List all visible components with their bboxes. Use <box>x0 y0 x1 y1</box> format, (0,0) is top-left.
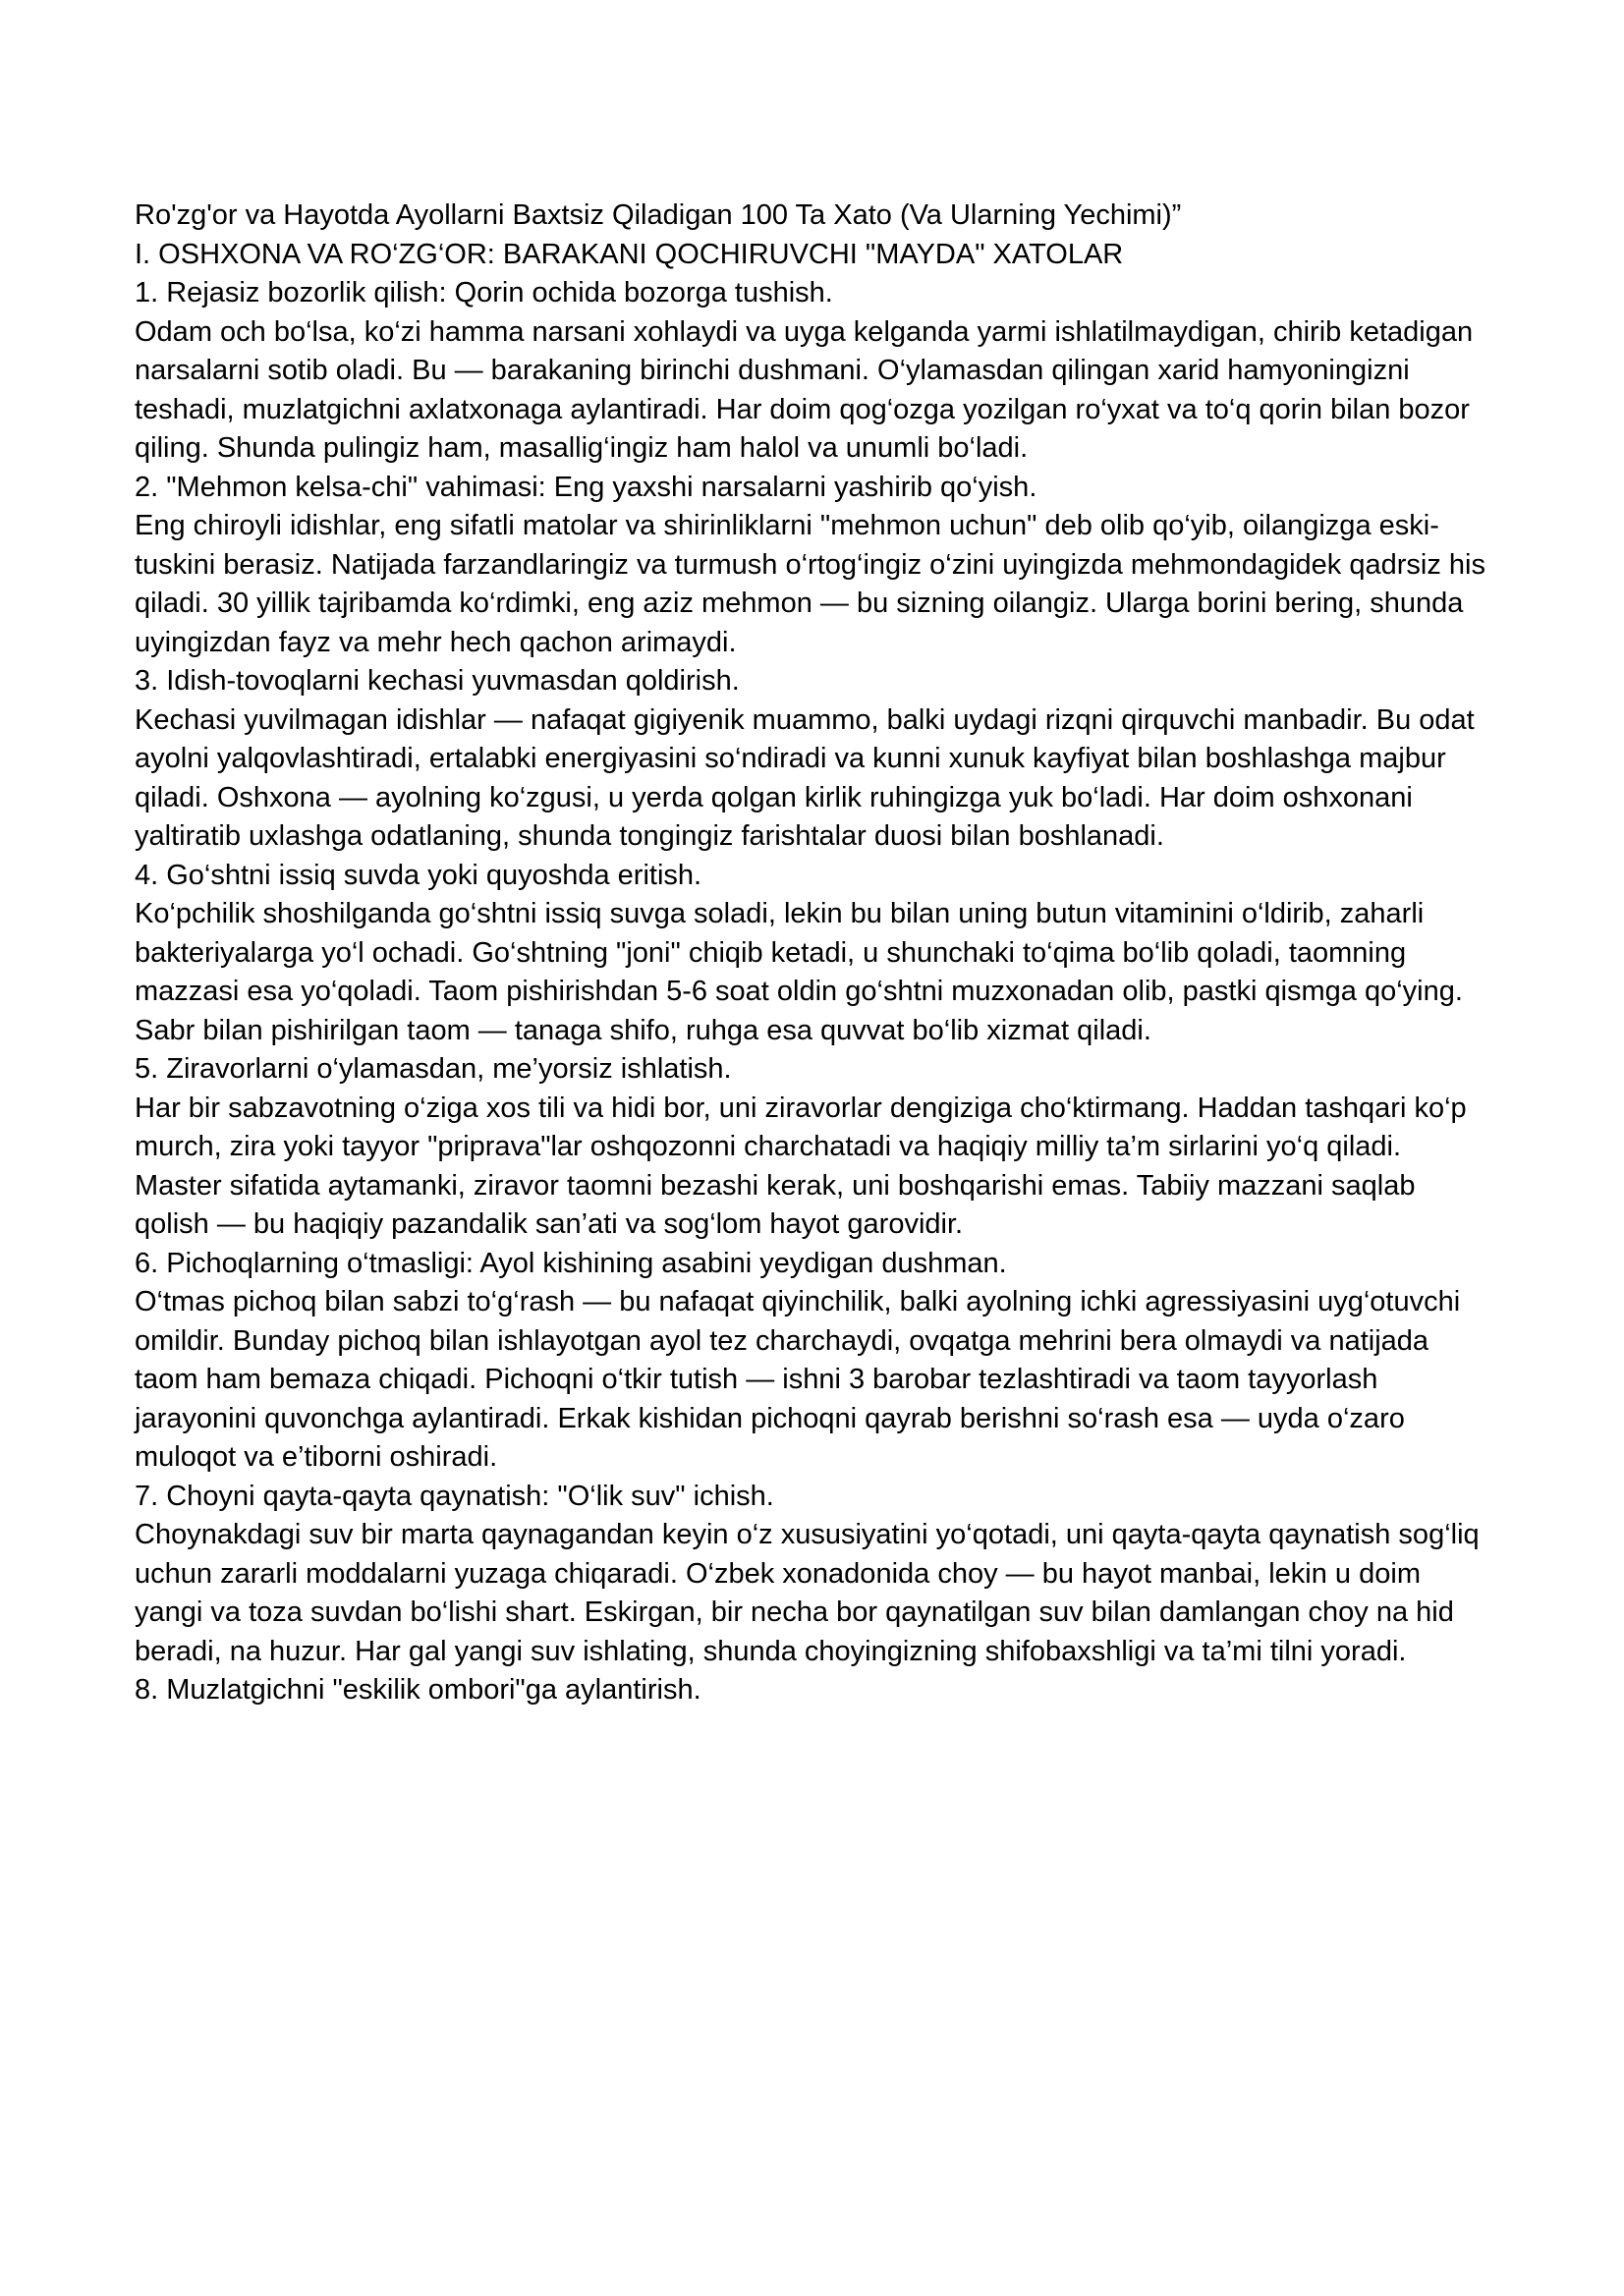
mistake-body: Har bir sabzavotning o‘ziga xos tili va hidi bor, uni ziravorlar dengiziga cho‘ktirmang. Haddan tashqari ko‘p murch, zira yoki tayyor "priprava"lar oshqozonni charchatadi va haqiqiy milliy ta’m sirlarini yo‘q qiladi. Master sifatida aytamanki, ziravor taomni bezashi kerak, uni boshqarishi emas. Tabiiy mazzani saqlab qolish — bu haqiqiy pazandalik san’ati va sog‘lom hayot garovidir. <box>135 1092 1475 1240</box>
mistake-body: Kechasi yuvilmagan idishlar — nafaqat gigiyenik muammo, balki uydagi rizqni qirquvchi manbadir. Bu odat ayolni yalqovlashtiradi, ertalabki energiyasini so‘ndiradi va kunni xunuk kayfiyat bilan boshlashga majbur qiladi. Oshxona — ayolning ko‘zgusi, u yerda qolgan kirlik ruhingizga yuk bo‘ladi. Har doim oshxonani yaltiratib uxlashga odatlaning, shunda tongingiz farishtalar duosi bilan boshlanadi. <box>135 703 1483 852</box>
mistake-item-6 <box>135 1245 1489 1478</box>
mistake-title: 1. Rejasiz bozorlik qilish: Qorin ochida bozorga tushish. <box>135 277 833 308</box>
mistake-title: 7. Choyni qayta-qayta qaynatish: "O‘lik suv" ichish. <box>135 1480 774 1512</box>
mistake-body: Odam och bo‘lsa, ko‘zi hamma narsani xohlaydi va uyga kelganda yarmi ishlatilmaydigan, chirib ketadigan narsalarni sotib oladi. Bu — barakaning birinchi dushmani. O‘ylamasdan qilingan xarid hamyoningizni teshadi, muzlatgichni axlatxonaga aylantiradi. Har doim qog‘ozga yozilgan ro‘yxat va to‘q qorin bilan bozor qiling. Shunda pulingiz ham, masallig‘ingiz ham halol va unumli bo‘ladi. <box>135 315 1482 464</box>
mistake-title: 5. Ziravorlarni o‘ylamasdan, me’yorsiz ishlatish. <box>135 1053 732 1085</box>
mistake-item-8 <box>135 1671 1489 1710</box>
mistake-title: 4. Go‘shtni issiq suvda yoki quyoshda eritish. <box>135 859 702 891</box>
mistake-item-1 <box>135 274 1489 469</box>
mistake-body: O‘tmas pichoq bilan sabzi to‘g‘rash — bu nafaqat qiyinchilik, balki ayolning ichki agressiyasini uyg‘otuvchi omildir. Bunday pichoq bilan ishlayotgan ayol tez charchaydi, ovqatga mehrini bera olmaydi va natijada taom ham bemaza chiqadi. Pichoqni o‘tkir tutish — ishni 3 barobar tezlashtiradi va taom tayyorlash jarayonini quvonchga aylantiradi. Erkak kishidan pichoqni qayrab berishni so‘rash esa — uyda o‘zaro muloqot va e’tiborni oshiradi. <box>135 1286 1469 1473</box>
section-heading: I. OSHXONA VA RO‘ZG‘OR: BARAKANI QOCHIRUVCHI "MAYDA" XATOLAR <box>135 238 1124 270</box>
document-title: Ro'zg'or va Hayotda Ayollarni Baxtsiz Qiladigan 100 Ta Xato (Va Ularning Yechimi)” <box>135 199 1182 231</box>
mistake-title: 8. Muzlatgichni "eskilik ombori"ga aylantirish. <box>135 1674 701 1706</box>
mistake-title: 3. Idish-tovoqlarni kechasi yuvmasdan qoldirish. <box>135 665 740 697</box>
mistake-body: Eng chiroyli idishlar, eng sifatli matolar va shirinliklarni "mehmon uchun" deb olib qo‘yib, oilangizga eski-tuskini berasiz. Natijada farzandlaringiz va turmush o‘rtog‘ingiz o‘zini uyingizda mehmondagidek qadrsiz his qiladi. 30 yillik tajribamda ko‘rdimki, eng aziz mehmon — bu sizning oilangiz. Ularga borini bering, shunda uyingizdan fayz va mehr hech qachon arimaydi. <box>135 510 1494 658</box>
mistake-item-3 <box>135 662 1489 857</box>
mistake-item-7 <box>135 1478 1489 1672</box>
mistake-item-4 <box>135 857 1489 1051</box>
mistake-title: 2. "Mehmon kelsa-chi" vahimasi: Eng yaxshi narsalarni yashirib qo‘yish. <box>135 471 1037 503</box>
mistake-item-5 <box>135 1050 1489 1245</box>
mistake-item-2 <box>135 469 1494 663</box>
mistake-body: Ko‘pchilik shoshilganda go‘shtni issiq suvga soladi, lekin bu bilan uning butun vitaminini o‘ldirib, zaharli bakteriyalarga yo‘l ochadi. Go‘shtning "joni" chiqib ketadi, u shunchaki to‘qima bo‘lib qoladi, taomning mazzasi esa yo‘qoladi. Taom pishirishdan 5-6 soat oldin go‘shtni muzxonadan olib, pastki qismga qo‘ying. Sabr bilan pishirilgan taom — tanaga shifo, ruhga esa quvvat bo‘lib xizmat qiladi. <box>135 898 1472 1046</box>
mistake-title: 6. Pichoqlarning o‘tmasligi: Ayol kishining asabini yeydigan dushman. <box>135 1247 1007 1279</box>
mistake-body: Choynakdagi suv bir marta qaynagandan keyin o‘z xususiyatini yo‘qotadi, uni qayta-qayta qaynatish sog‘liq uchun zararli moddalarni yuzaga chiqaradi. O‘zbek xonadonida choy — bu hayot manbai, lekin u doim yangi va toza suvdan bo‘lishi shart. Eskirgan, bir necha bor qaynatilgan suv bilan damlangan choy na hid beradi, na huzur. Har gal yangi suv ishlating, shunda choyingizning shifobaxshligi va ta’mi tilni yoradi. <box>135 1519 1487 1667</box>
